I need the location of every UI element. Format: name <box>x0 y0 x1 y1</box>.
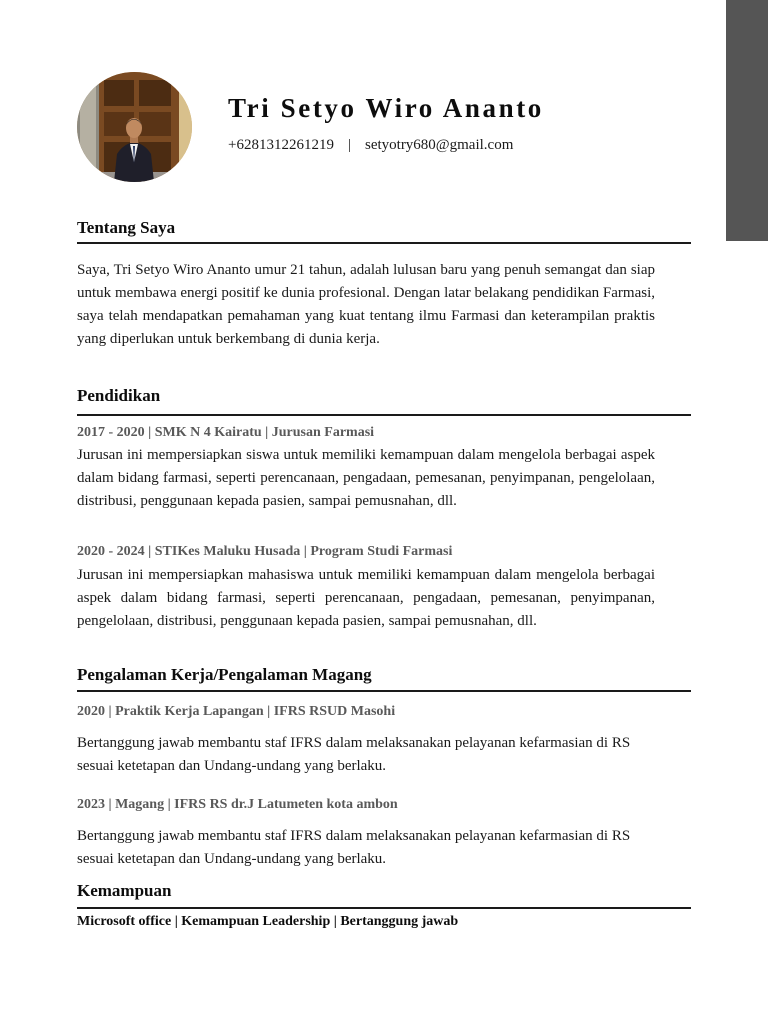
candidate-name: Tri Setyo Wiro Ananto <box>228 93 544 123</box>
section-divider <box>77 690 691 692</box>
contact-info <box>228 137 513 154</box>
section-title-experience: Pengalaman Kerja/Pengalaman Magang <box>77 665 372 684</box>
section-divider <box>77 414 691 416</box>
section-title-education: Pendidikan <box>77 386 161 405</box>
education-item-heading: 2017 - 2020 | SMK N 4 Kairatu | Jurusan Farmasi <box>77 425 375 440</box>
profile-photo <box>77 72 192 182</box>
section-title-about: Tentang Saya <box>77 218 176 237</box>
experience-item-text: Bertanggung jawab membantu staf IFRS dalam melaksanakan pelayanan kefarmasian di RS sesuai ketetapan dan Undang-undang yang berlaku. <box>77 828 631 867</box>
email-address: setyotry680@gmail.com <box>364 137 514 153</box>
experience-item-heading: 2023 | Magang | IFRS RS dr.J Latumeten kota ambon <box>77 797 398 812</box>
about-text: Saya, Tri Setyo Wiro Ananto umur 21 tahun, adalah lulusan baru yang penuh semangat dan siap untuk membawa energi positif ke dunia profesional. Dengan latar belakang pendidikan Farmasi, saya telah mendapatkan pemahaman yang kuat tentang ilmu Farmasi dan keterampilan praktis yang diperlukan untuk berkembang di dunia kerja. <box>77 262 655 347</box>
contact-separator: | <box>347 137 351 153</box>
education-item-text: Jurusan ini mempersiapkan siswa untuk memiliki kemampuan dalam mengelola berbagai aspek dalam bidang farmasi, seperti perencanaan, pengadaan, pemesanan, penyimpanan, pengelolaan, distribusi, penggunaan kepada pasien, sampai pemusnahan, dll. <box>77 447 655 509</box>
experience-item-heading: 2020 | Praktik Kerja Lapangan | IFRS RSUD Masohi <box>77 704 396 719</box>
section-title-skills: Kemampuan <box>77 881 172 900</box>
education-item-heading: 2020 - 2024 | STIKes Maluku Husada | Program Studi Farmasi <box>77 544 453 559</box>
experience-item-text: Bertanggung jawab membantu staf IFRS dalam melaksanakan pelayanan kefarmasian di RS sesuai ketetapan dan Undang-undang yang berlaku. <box>77 735 631 774</box>
section-divider <box>77 907 691 909</box>
education-item-text: Jurusan ini mempersiapkan mahasiswa untuk memiliki kemampuan dalam mengelola berbagai aspek dalam bidang farmasi, seperti perencanaan, pengadaan, pemesanan, penyimpanan, pengelolaan, distribusi, penggunaan kepada pasien, sampai pemusnahan, dll. <box>77 567 655 629</box>
scrollbar-thumb[interactable] <box>726 0 768 241</box>
skills-list: Microsoft office | Kemampuan Leadership | Bertanggung jawab <box>77 914 459 929</box>
phone-number: +6281312261219 <box>228 137 334 153</box>
section-divider <box>77 242 691 244</box>
